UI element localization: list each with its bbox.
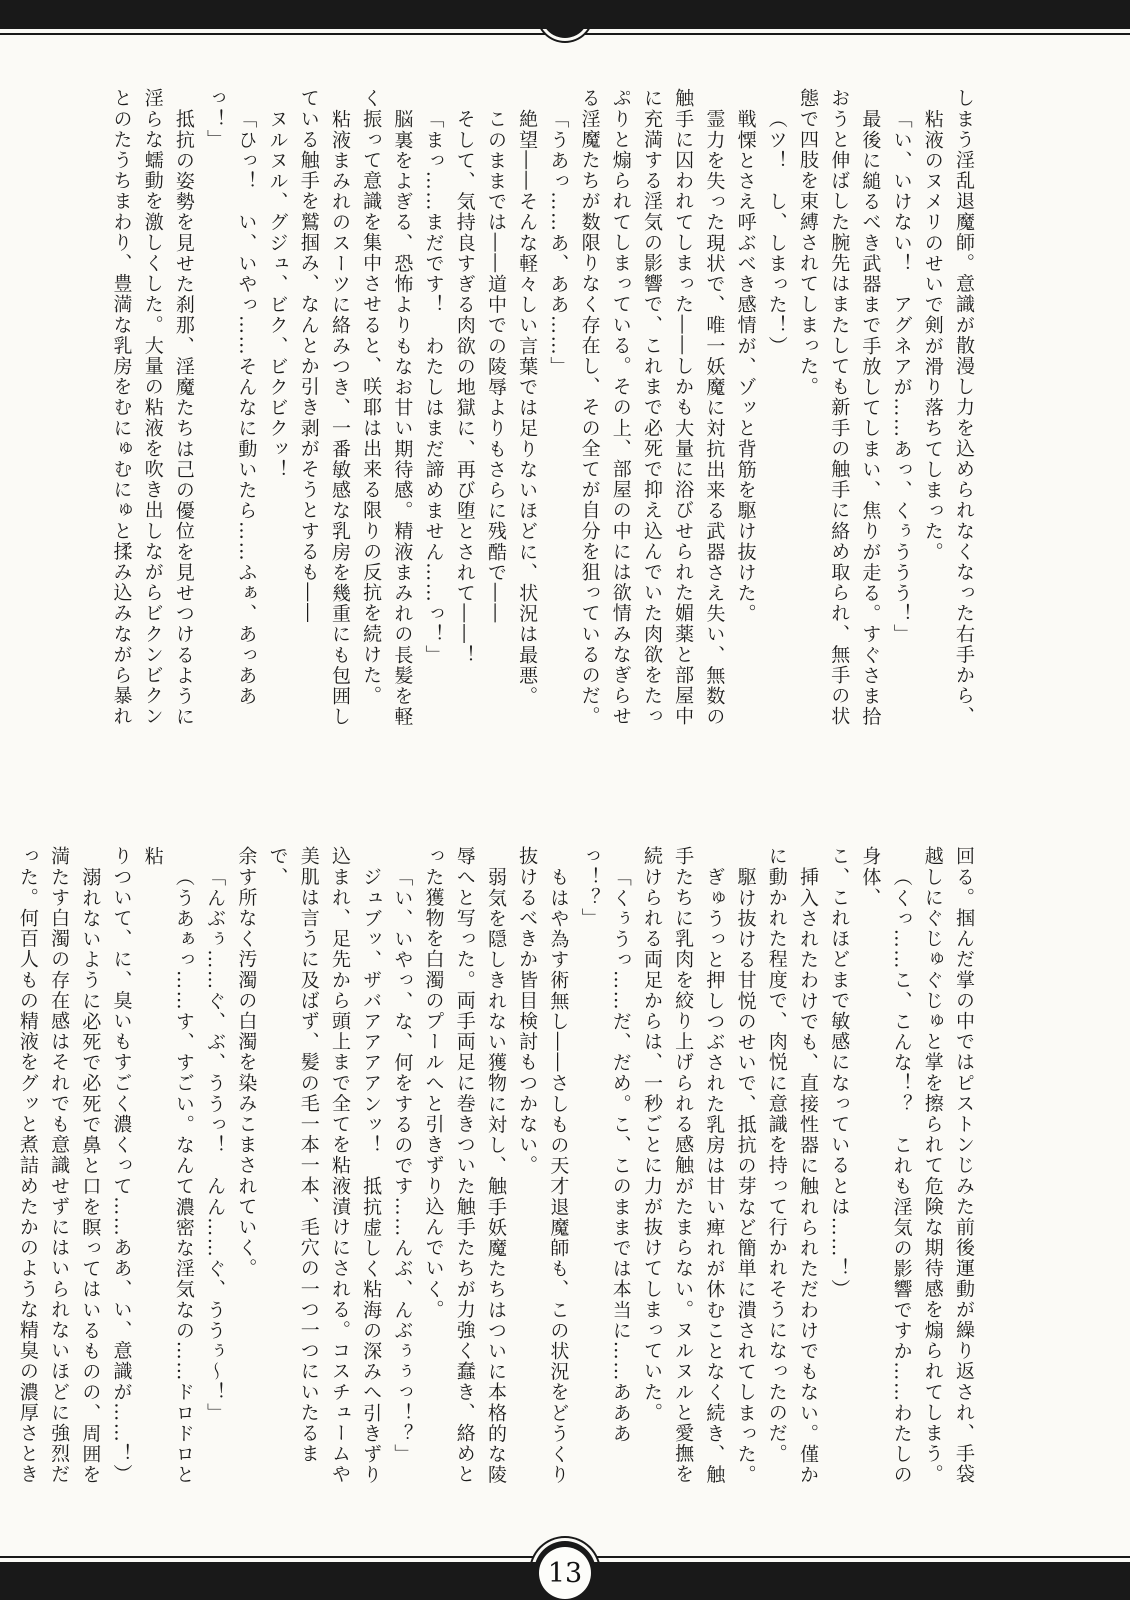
text-line: 触手に囚われてしまった――しかも大量に浴びせられた媚薬と部屋中 [672, 88, 695, 727]
bottom-text-block [16, 846, 979, 1502]
text-line: （うあぁっ……す、すごい。なんて濃密な淫気なの……ドロドロと粘 [141, 846, 195, 1485]
text-line: く振って意識を集中させると、咲耶は出来る限りの反抗を続けた。 [360, 88, 383, 706]
text-line: ぷりと煽られてしまっている。その上、部屋の中には欲情みなぎらせ [609, 88, 632, 727]
text-line: 満たす白濁の存在感はそれでも意識せずにはいられないほどに強烈だ [48, 846, 71, 1485]
text-line: 駆け抜ける甘悦のせいで、抵抗の芽など簡単に潰されてしまった。 [734, 867, 757, 1485]
text-line: 粘液のヌメリのせいで剣が滑り落ちてしまった。 [921, 109, 944, 563]
text-line: 手たちに乳肉を絞り上げられる感触がたまらない。ヌルヌルと愛撫を [672, 846, 695, 1485]
text-line: ている触手を鷲掴み、なんとか引き剥がそうとするも―― [297, 88, 320, 624]
text-line: 「ひっ！ い、いやっ……そんなに動いたら……ふぁ、あっああっ！」 [204, 88, 258, 707]
text-line: に動かれた程度で、肉悦に意識を持って行かれそうになったのだ。 [765, 846, 788, 1464]
text-line: 溺れないように必死で必死で鼻と口を瞑ってはいるものの、周囲を [79, 867, 102, 1485]
text-line: 「うあっ……あ、ああ……」 [547, 109, 570, 377]
text-line: 余す所なく汚濁の白濁を染みこまされていく。 [235, 846, 258, 1279]
text-line: ヌルヌル、グジュ、ビク、ビクビクッ！ [266, 109, 289, 480]
text-line: そして、気持良すぎる肉欲の地獄に、再び堕とされて――！ [453, 109, 476, 666]
text-line: しまう淫乱退魔師。意識が散漫し力を込められなくなった右手から、 [953, 88, 975, 727]
text-line: に充満する淫気の影響で、これまで必死で抑え込んでいた肉欲をたっ [640, 88, 663, 727]
text-line: 抵抗の姿勢を見せた刹那、淫魔たちは己の優位を見せつけるように [172, 109, 195, 727]
page-number-badge [539, 1547, 591, 1599]
text-line: （ツ！ し、しまった！） [765, 109, 788, 357]
text-line: 「い、いやっ、な、何をするのです……んぶ、んぶぅぅっ！？」 [391, 867, 414, 1465]
text-line: 抜けるべきか皆目検討もつかない。 [516, 846, 539, 1176]
text-line: 「まっ……まだです！ わたしはまだ諦めません……っ！」 [422, 109, 445, 666]
text-line: 絶望――そんな軽々しい言葉では足りないほどに、状況は最悪。 [516, 109, 539, 707]
text-line: 美肌は言うに及ばず、髪の毛一本一本、毛穴の一つ一つにいたるまで、 [266, 846, 320, 1464]
text-line: りついて、に、臭いもすごく濃くって……ああ、い、意識が……！） [110, 846, 133, 1485]
text-line: った獲物を白濁のプールへと引きずり込んでいく。 [422, 846, 445, 1320]
text-line: 最後に縋るべき武器まで手放してしまい、焦りが走る。すぐさま拾 [859, 109, 882, 727]
text-line: る淫魔たちが数限りなく存在し、その全てが自分を狙っているのだ。 [578, 88, 601, 727]
text-line: ぎゅうっと押しつぶされた乳房は甘い痺れが休むことなく続き、触 [703, 867, 726, 1485]
text-line: （くっ……こ、こんな！？ これも淫気の影響ですか……わたしの身体、 [859, 846, 913, 1485]
text-line: 「い、いけない！ アグネアが……あっ、くぅううう！」 [890, 109, 913, 645]
text-line: 脳裏をよぎる、恐怖よりもなお甘い期待感。精液まみれの長髪を軽 [391, 109, 414, 727]
text-line: った。何百人もの精液をグッと煮詰めたかのような精臭の濃厚さとき [16, 846, 39, 1485]
top-text-block [110, 88, 979, 744]
text-line: 粘液まみれのスーツに絡みつき、一番敏感な乳房を幾重にも包囲し [328, 109, 351, 727]
text-line: ジュブッ、ザバアアアアンッ！ 抵抗虚しく粘海の深みへ引きずり [360, 867, 383, 1485]
text-line: 「んぶぅ……ぐ、ぶ、ううっ！ んん……ぐ、ううぅ〜！」 [204, 867, 227, 1424]
text-line: 越しにぐじゅぐじゅと掌を擦られて危険な期待感を煽られてしまう。 [921, 846, 944, 1485]
text-line: もはや為す術無し――さしもの天才退魔師も、この状況をどうくり [547, 867, 570, 1485]
text-line: とのたうちまわり、豊満な乳房をむにゅむにゅと揉み込みながら暴れ [110, 88, 133, 727]
text-line: 「くぅうっ……だ、だめ。こ、このままでは本当に……あああっ！？」 [578, 846, 632, 1444]
page-number: 13 [547, 1557, 583, 1589]
text-line: 戦慄とさえ呼ぶべき感情が、ゾッと背筋を駆け抜けた。 [734, 109, 757, 624]
text-line: 込まれ、足先から頭上まで全てを粘液漬けにされる。コスチュームや [328, 846, 351, 1485]
text-line: 挿入されたわけでも、直接性器に触れられただわけでもない。僅か [796, 867, 819, 1485]
top-border-band [0, 0, 1130, 29]
text-line: 淫らな蠕動を激しくした。大量の粘液を吹き出しながらビクンビクン [141, 88, 164, 727]
text-line: 弱気を隠しきれない獲物に対し、触手妖魔たちはついに本格的な陵 [484, 867, 507, 1485]
text-line: おうと伸ばした腕先はまたしても新手の触手に絡め取られ、無手の状 [828, 88, 851, 727]
text-line: 回る。掴んだ掌の中ではピストンじみた前後運動が繰り返され、手袋 [953, 846, 975, 1485]
text-line: 辱へと写った。両手両足に巻きついた触手たちが力強く蠢き、絡めと [453, 846, 476, 1485]
text-line: 態で四肢を束縛されてしまった。 [796, 88, 819, 397]
text-line: こ、これほどまで敏感になっているとは……！） [828, 846, 851, 1300]
text-line: このままでは――道中での陵辱よりもさらに残酷で―― [484, 109, 507, 624]
text-line: 続けられる両足からは、一秒ごとに力が抜けてしまっていた。 [640, 846, 663, 1423]
text-line: 霊力を失った現状で、唯一妖魔に対抗出来る武器さえ失い、無数の [703, 109, 726, 727]
